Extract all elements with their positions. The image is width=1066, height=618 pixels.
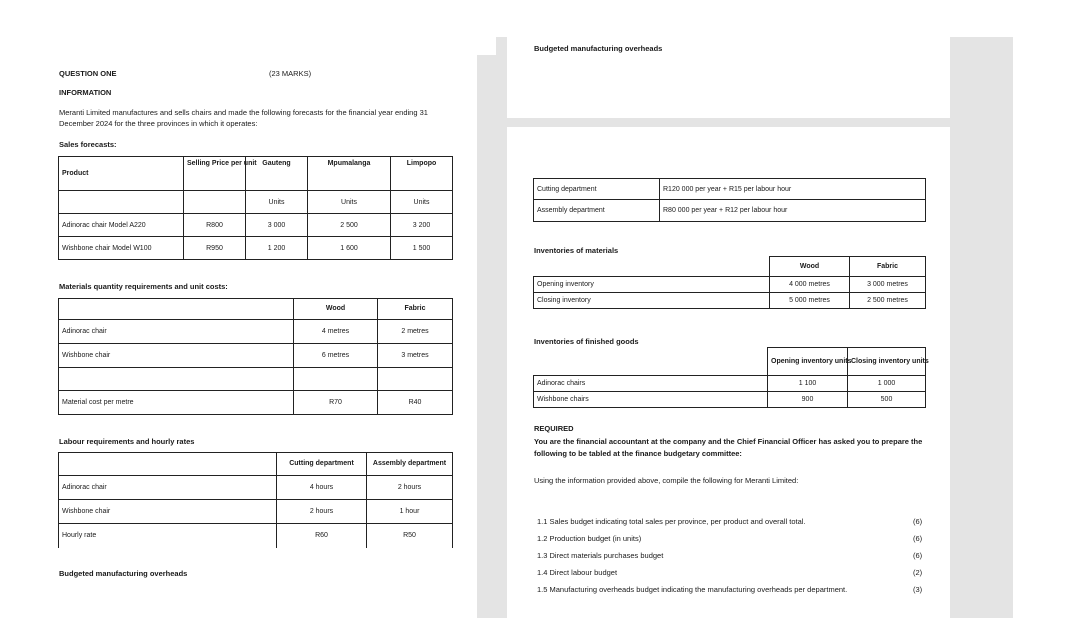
table-header-cell: Product <box>59 157 184 191</box>
table-header-cell: Mpumalanga <box>308 157 391 191</box>
table-header-cell <box>534 257 770 277</box>
table-cell: R70 <box>294 391 378 415</box>
table-cell: Hourly rate <box>59 524 277 548</box>
using-info-text: Using the information provided above, compile the following for Meranti Limited: <box>534 476 799 485</box>
table-header-cell: Limpopo <box>391 157 453 191</box>
list-item: 1.2 Production budget (in units) <box>537 534 642 543</box>
table-cell: 3 000 <box>246 214 308 237</box>
table-cell: Cutting department <box>534 179 660 200</box>
overheads-continued-heading: Budgeted manufacturing overheads <box>534 44 663 53</box>
table-cell: Wishbone chair <box>59 344 294 368</box>
overheads-table <box>533 178 926 222</box>
materials-table <box>58 298 453 415</box>
table-cell <box>378 368 453 391</box>
table-header-cell <box>534 348 768 376</box>
table-cell <box>184 191 246 214</box>
sales-forecasts-heading: Sales forecasts: <box>59 140 117 149</box>
table-row <box>59 524 453 548</box>
table-row <box>59 476 453 500</box>
table-header-cell: Fabric <box>850 257 926 277</box>
table-cell: Opening inventory <box>534 277 770 293</box>
table-cell: Wishbone chair Model W100 <box>59 237 184 260</box>
sales-forecast-table <box>58 156 453 260</box>
table-cell: 3 000 metres <box>850 277 926 293</box>
table-cell: 900 <box>768 392 848 408</box>
table-cell: Adinorac chair <box>59 320 294 344</box>
table-cell <box>294 368 378 391</box>
table-cell: 2 500 <box>308 214 391 237</box>
table-cell: Adinorac chair <box>59 476 277 500</box>
materials-inventory-table <box>533 256 926 309</box>
materials-heading: Materials quantity requirements and unit costs: <box>59 282 228 291</box>
table-cell: Adinorac chairs <box>534 376 768 392</box>
table-cell: 1 100 <box>768 376 848 392</box>
required-instructions: You are the financial accountant at the company and the Chief Financial Officer has asked you to prepare the following to be tabled at the finance budgetary committee: <box>534 437 923 458</box>
table-header-row <box>534 348 926 376</box>
task-marks: (6) <box>913 551 923 560</box>
table-row <box>59 344 453 368</box>
table-header-cell: Assembly department <box>367 453 453 476</box>
overheads-heading: Budgeted manufacturing overheads <box>59 569 188 578</box>
table-cell: R120 000 per year + R15 per labour hour <box>660 179 926 200</box>
table-row <box>59 214 453 237</box>
list-item: 1.5 Manufacturing overheads budget indicating the manufacturing overheads per department. <box>537 585 848 594</box>
task-marks: (6) <box>913 517 923 526</box>
table-row <box>59 368 453 391</box>
task-marks: (3) <box>913 585 923 594</box>
table-header-cell: Wood <box>294 299 378 320</box>
table-cell: 6 metres <box>294 344 378 368</box>
table-cell: 2 hours <box>367 476 453 500</box>
table-cell: 500 <box>848 392 926 408</box>
table-header-cell: Fabric <box>378 299 453 320</box>
table-row <box>59 191 453 214</box>
table-cell: R950 <box>184 237 246 260</box>
table-header-cell <box>59 299 294 320</box>
table-row <box>534 376 926 392</box>
table-cell: R40 <box>378 391 453 415</box>
table-header-cell <box>59 453 277 476</box>
table-header-cell: Opening inventory units <box>768 348 848 376</box>
list-item: 1.4 Direct labour budget <box>537 568 618 577</box>
table-row <box>534 179 926 200</box>
marks-label: (23 MARKS) <box>269 69 312 78</box>
table-cell: 1 000 <box>848 376 926 392</box>
table-cell: 2 500 metres <box>850 293 926 309</box>
required-heading: REQUIRED <box>534 424 574 433</box>
intro-paragraph: Meranti Limited manufactures and sells chairs and made the following forecasts for the financial year ending 31 December 2024 for the three provinces in which it operates: <box>59 108 428 128</box>
table-header-row <box>59 157 453 191</box>
table-cell: Units <box>246 191 308 214</box>
table-row <box>59 320 453 344</box>
table-header-row <box>534 257 926 277</box>
table-cell: Closing inventory <box>534 293 770 309</box>
table-cell: R50 <box>367 524 453 548</box>
table-row <box>534 392 926 408</box>
question-title: QUESTION ONE <box>59 69 117 78</box>
table-row <box>534 200 926 222</box>
table-cell: Units <box>308 191 391 214</box>
table-header-cell: Cutting department <box>277 453 367 476</box>
page-margin-left <box>477 55 507 618</box>
page-break-gap <box>507 118 950 127</box>
table-cell: 1 600 <box>308 237 391 260</box>
labour-table <box>58 452 453 548</box>
table-cell: R80 000 per year + R12 per labour hour <box>660 200 926 222</box>
table-header-cell: Gauteng <box>246 157 308 191</box>
task-marks: (2) <box>913 568 923 577</box>
table-cell: 5 000 metres <box>770 293 850 309</box>
list-item: 1.3 Direct materials purchases budget <box>537 551 664 560</box>
task-marks: (6) <box>913 534 923 543</box>
previous-page-end <box>507 37 950 118</box>
labour-heading: Labour requirements and hourly rates <box>59 437 195 446</box>
table-header-row <box>59 299 453 320</box>
table-cell: 2 hours <box>277 500 367 524</box>
table-header-cell: Selling Price per unit <box>184 157 246 191</box>
table-cell: Adinorac chair Model A220 <box>59 214 184 237</box>
table-row <box>59 237 453 260</box>
table-header-cell: Closing inventory units <box>848 348 926 376</box>
page-margin-right <box>950 37 1013 618</box>
table-cell: Wishbone chair <box>59 500 277 524</box>
table-header-cell: Wood <box>770 257 850 277</box>
finished-goods-heading: Inventories of finished goods <box>534 337 639 346</box>
table-cell <box>59 368 294 391</box>
table-cell: R800 <box>184 214 246 237</box>
table-row <box>59 500 453 524</box>
table-cell: 1 500 <box>391 237 453 260</box>
table-cell: 1 hour <box>367 500 453 524</box>
table-cell: 4 metres <box>294 320 378 344</box>
table-cell: Assembly department <box>534 200 660 222</box>
table-row <box>534 277 926 293</box>
table-cell: 3 metres <box>378 344 453 368</box>
table-cell: 4 000 metres <box>770 277 850 293</box>
materials-inventory-heading: Inventories of materials <box>534 246 619 255</box>
table-row <box>534 293 926 309</box>
table-cell: Wishbone chairs <box>534 392 768 408</box>
table-cell: 4 hours <box>277 476 367 500</box>
table-cell: Units <box>391 191 453 214</box>
finished-goods-table <box>533 347 929 408</box>
table-cell: Material cost per metre <box>59 391 294 415</box>
information-heading: INFORMATION <box>59 88 112 97</box>
table-row <box>59 391 453 415</box>
table-cell: 2 metres <box>378 320 453 344</box>
table-cell: 3 200 <box>391 214 453 237</box>
list-item: 1.1 Sales budget indicating total sales per province, per product and overall total. <box>537 517 806 526</box>
table-cell: 1 200 <box>246 237 308 260</box>
table-header-row <box>59 453 453 476</box>
table-cell: R60 <box>277 524 367 548</box>
table-cell <box>59 191 184 214</box>
